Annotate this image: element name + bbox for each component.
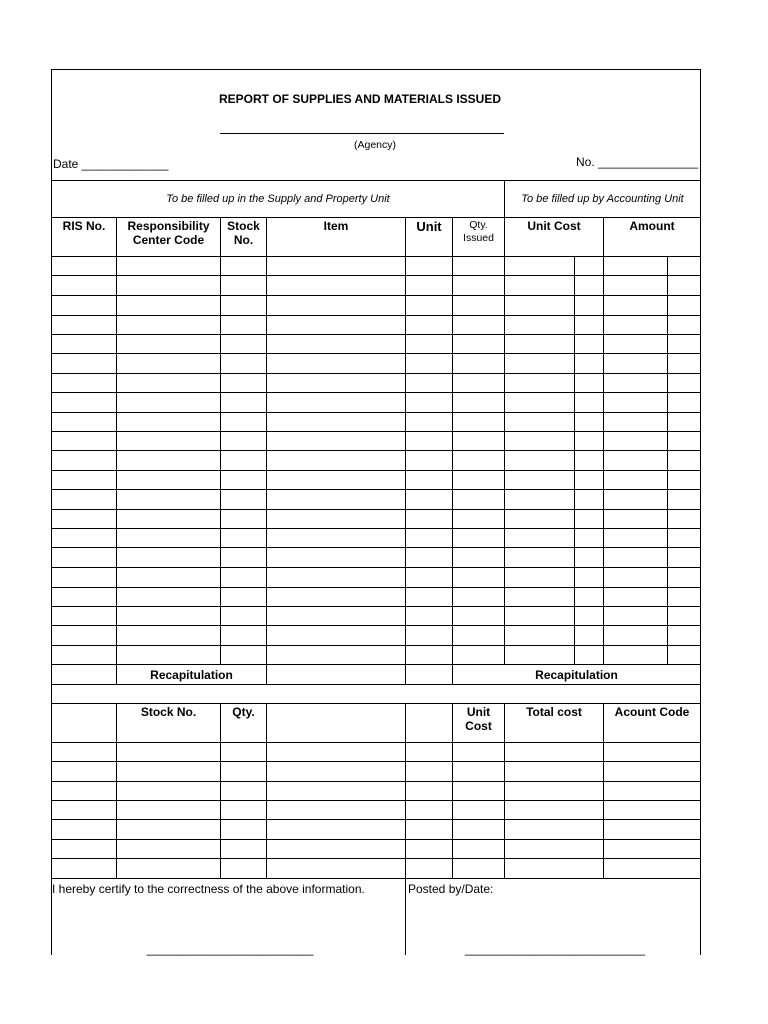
recap-col-qty: Qty. <box>232 705 255 719</box>
recap-col-unit-1: Unit <box>466 705 491 719</box>
grid-hline <box>51 69 701 70</box>
grid-vline <box>504 217 505 664</box>
col-qty-2: Issued <box>463 232 494 244</box>
certify-text: I hereby certify to the correctness of the above information. <box>52 882 365 896</box>
col-stock-2: No. <box>233 233 254 247</box>
grid-vline <box>405 878 406 955</box>
agency-label: (Agency) <box>353 139 396 151</box>
grid-vline <box>266 664 267 684</box>
recap-label-right: Recapitulation <box>535 668 618 682</box>
grid-vline <box>405 703 406 878</box>
col-unit-cost: Unit Cost <box>527 219 581 233</box>
grid-vline <box>220 703 221 878</box>
signature-line-left[interactable]: _________________________ <box>146 942 314 956</box>
recap-col-unit-2: Cost <box>465 719 492 733</box>
recap-col-stock-no: Stock No. <box>140 705 197 719</box>
col-qty-1: Qty. <box>469 219 488 231</box>
grid-vline <box>667 256 668 664</box>
grid-hline <box>51 878 701 879</box>
col-stock-1: Stock <box>227 219 260 233</box>
grid-vline <box>266 217 267 664</box>
agency-line <box>220 133 504 134</box>
col-resp-center-2: Center Code <box>132 233 205 247</box>
supply-unit-note: To be filled up in the Supply and Property Unit <box>166 193 390 205</box>
grid-vline <box>603 703 604 878</box>
grid-vline <box>405 664 406 684</box>
grid-vline <box>220 217 221 664</box>
col-amount: Amount <box>629 219 675 233</box>
posted-by-label: Posted by/Date: <box>408 882 494 896</box>
date-field[interactable]: Date _____________ <box>53 157 169 171</box>
col-ris-no: RIS No. <box>62 219 106 233</box>
grid-vline <box>116 217 117 664</box>
recap-col-total-cost: Total cost <box>526 705 582 719</box>
grid-vline <box>266 703 267 878</box>
recap-label-left: Recapitulation <box>150 668 233 682</box>
grid-vline <box>116 703 117 878</box>
grid-vline <box>574 256 575 664</box>
grid-vline <box>452 217 453 664</box>
grid-hline <box>51 684 701 685</box>
number-field[interactable]: No. _______________ <box>576 155 699 169</box>
accounting-unit-note: To be filled up by Accounting Unit <box>521 193 684 205</box>
col-resp-center-1: Responsibility <box>127 219 210 233</box>
recap-col-account-code: Acount Code <box>614 705 690 719</box>
col-unit: Unit <box>416 219 442 234</box>
signature-line-right[interactable]: ___________________________ <box>464 942 646 956</box>
col-item: Item <box>323 219 349 233</box>
grid-hline <box>51 664 701 665</box>
grid-vline <box>700 69 701 955</box>
grid-vline <box>405 217 406 664</box>
form-title: REPORT OF SUPPLIES AND MATERIALS ISSUED <box>218 92 502 106</box>
grid-hline <box>51 180 701 181</box>
grid-vline <box>603 217 604 664</box>
grid-vline <box>504 703 505 878</box>
